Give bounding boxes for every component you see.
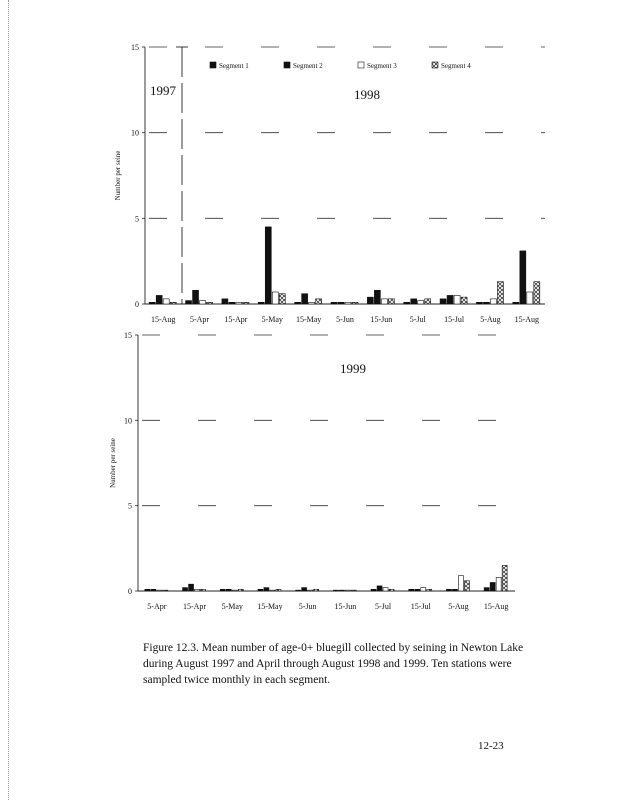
bar-segment-2 [302,294,308,304]
bar-segment-3 [383,588,388,591]
x-tick-label: 5-Jun [336,315,354,324]
bar-segment-1 [513,302,519,304]
legend-label-segment-4: Segment 4 [441,62,471,70]
y-tick-label: 5 [128,501,132,511]
y-axis-label: Number per seine [109,438,117,488]
bar-segment-2 [338,302,344,304]
bar-segment-4 [351,590,356,591]
bar-segment-3 [490,299,496,304]
bar-segment-2 [193,290,199,304]
y-tick-label: 10 [131,128,139,138]
y-tick-label: 10 [124,416,132,426]
bar-segment-1 [145,589,150,591]
bar-segment-3 [272,292,278,304]
bar-segment-2 [265,227,271,304]
bar-segment-1 [371,589,376,591]
bar-segment-4 [170,302,176,304]
bar-segment-2 [415,589,420,591]
bar-segment-1 [440,299,446,304]
bar-segment-1 [367,297,373,304]
bar-segment-3 [309,302,315,304]
bar-segment-4 [276,589,281,591]
bar-segment-1 [476,302,482,304]
bar-segment-1 [186,301,192,304]
bar-segment-3 [496,577,501,591]
bar-segment-2 [264,588,269,591]
bar-segment-2 [229,302,235,304]
bar-segment-3 [157,590,162,591]
bar-segment-3 [418,301,424,304]
x-tick-label: 5-Apr [189,315,210,324]
bar-segment-2 [226,589,231,591]
year-label-1998: 1998 [354,87,380,102]
bar-segment-4 [502,565,507,591]
bar-segment-2 [374,290,380,304]
bar-segment-2 [490,582,495,591]
bar-segment-3 [195,589,200,591]
bar-segment-4 [163,590,168,591]
bar-segment-1 [222,299,228,304]
page-number: 12-23 [478,740,504,752]
y-tick-label: 5 [135,214,139,224]
legend-label-segment-1: Segment 1 [219,62,249,70]
bar-segment-3 [345,302,351,304]
x-tick-label: 15-Jun [370,315,393,324]
legend-swatch-segment-3 [358,62,364,68]
bar-segment-3 [345,590,350,591]
bar-segment-4 [352,302,358,304]
bar-segment-3 [421,588,426,591]
y-tick-label: 0 [128,587,132,596]
bar-segment-3 [163,299,169,304]
bar-segment-1 [333,590,338,591]
x-tick-label: 5-Jun [298,602,317,611]
legend-label-segment-3: Segment 3 [367,62,397,70]
bar-segment-1 [183,588,188,591]
bar-segment-2 [302,588,307,591]
x-tick-label: 5-May [261,315,283,324]
bar-segment-1 [404,302,410,304]
bar-segment-3 [232,590,237,591]
bar-segment-2 [520,251,526,304]
y-tick-label: 15 [124,331,132,340]
x-tick-label: 5-Aug [480,315,501,324]
y-axis-label: Number per seine [114,150,122,201]
y-tick-label: 15 [131,43,139,52]
bar-segment-2 [151,589,156,591]
bar-segment-4 [425,299,431,304]
bar-segment-1 [409,589,414,591]
bar-segment-4 [497,282,503,304]
bar-segment-3 [454,295,460,304]
x-tick-label: 15-May [295,315,322,324]
x-tick-label: 5-Aug [448,602,469,611]
bar-segment-2 [447,295,453,304]
bar-segment-2 [452,589,457,591]
legend-swatch-segment-4 [432,62,438,68]
bar-segment-3 [270,590,275,591]
x-tick-label: 5-Jul [409,315,426,324]
bar-segment-1 [295,302,301,304]
year-label-1999: 1999 [340,361,366,376]
bar-segment-4 [316,299,322,304]
chart-1999 [0,320,618,620]
bar-segment-1 [258,589,263,591]
bar-segment-1 [446,589,451,591]
bar-segment-1 [220,589,225,591]
bar-segment-4 [388,299,394,304]
x-tick-label: 15-Apr [224,315,248,324]
bar-segment-4 [389,589,394,591]
x-tick-label: 15-Jul [410,602,431,611]
bar-segment-4 [427,589,432,591]
bar-segment-1 [331,302,337,304]
legend-swatch-segment-1 [210,62,216,68]
x-tick-label: 15-Jul [444,315,465,324]
bar-segment-2 [377,586,382,591]
bar-segment-1 [484,588,489,591]
x-tick-label: 15-Aug [150,315,176,324]
bar-segment-2 [189,584,194,591]
legend-swatch-segment-2 [284,62,290,68]
bar-segment-4 [314,589,319,591]
x-tick-label: 15-Aug [483,602,509,611]
bar-segment-4 [207,302,213,304]
bar-segment-3 [236,302,242,304]
bar-segment-4 [461,297,467,304]
x-tick-label: 15-Aug [514,315,540,324]
x-tick-label: 5-Jul [375,602,392,611]
bar-segment-3 [381,299,387,304]
bar-segment-2 [411,299,417,304]
x-tick-label: 15-Jun [334,602,357,611]
bar-segment-1 [258,302,264,304]
bar-segment-2 [483,302,489,304]
bar-segment-3 [458,576,463,591]
bar-segment-2 [339,590,344,591]
bar-segment-3 [200,301,206,304]
year-label-1997: 1997 [150,83,176,98]
legend-label-segment-2: Segment 2 [293,62,323,70]
y-tick-label: 0 [135,300,139,309]
bar-segment-4 [201,589,206,591]
x-tick-label: 15-Apr [182,602,207,611]
bar-segment-4 [238,589,243,591]
bar-segment-3 [308,590,313,591]
bar-segment-1 [149,302,155,304]
bar-segment-3 [527,292,533,304]
x-tick-label: 5-May [221,602,243,611]
bar-segment-4 [464,581,469,591]
bar-segment-1 [296,590,301,591]
bar-segment-4 [279,294,285,304]
bar-segment-4 [534,282,540,304]
x-tick-label: 5-Apr [147,602,167,611]
figure-caption: Figure 12.3. Mean number of age-0+ bluegill collected by seining in Newton Lake during August 1997 and April through August 1998 and 1999. Ten stations were sampled twice monthly in each segment. [143,642,524,686]
x-tick-label: 15-May [257,602,283,611]
chart-1997-1998 [0,0,618,345]
bar-segment-2 [156,295,162,304]
bar-segment-4 [243,302,249,304]
